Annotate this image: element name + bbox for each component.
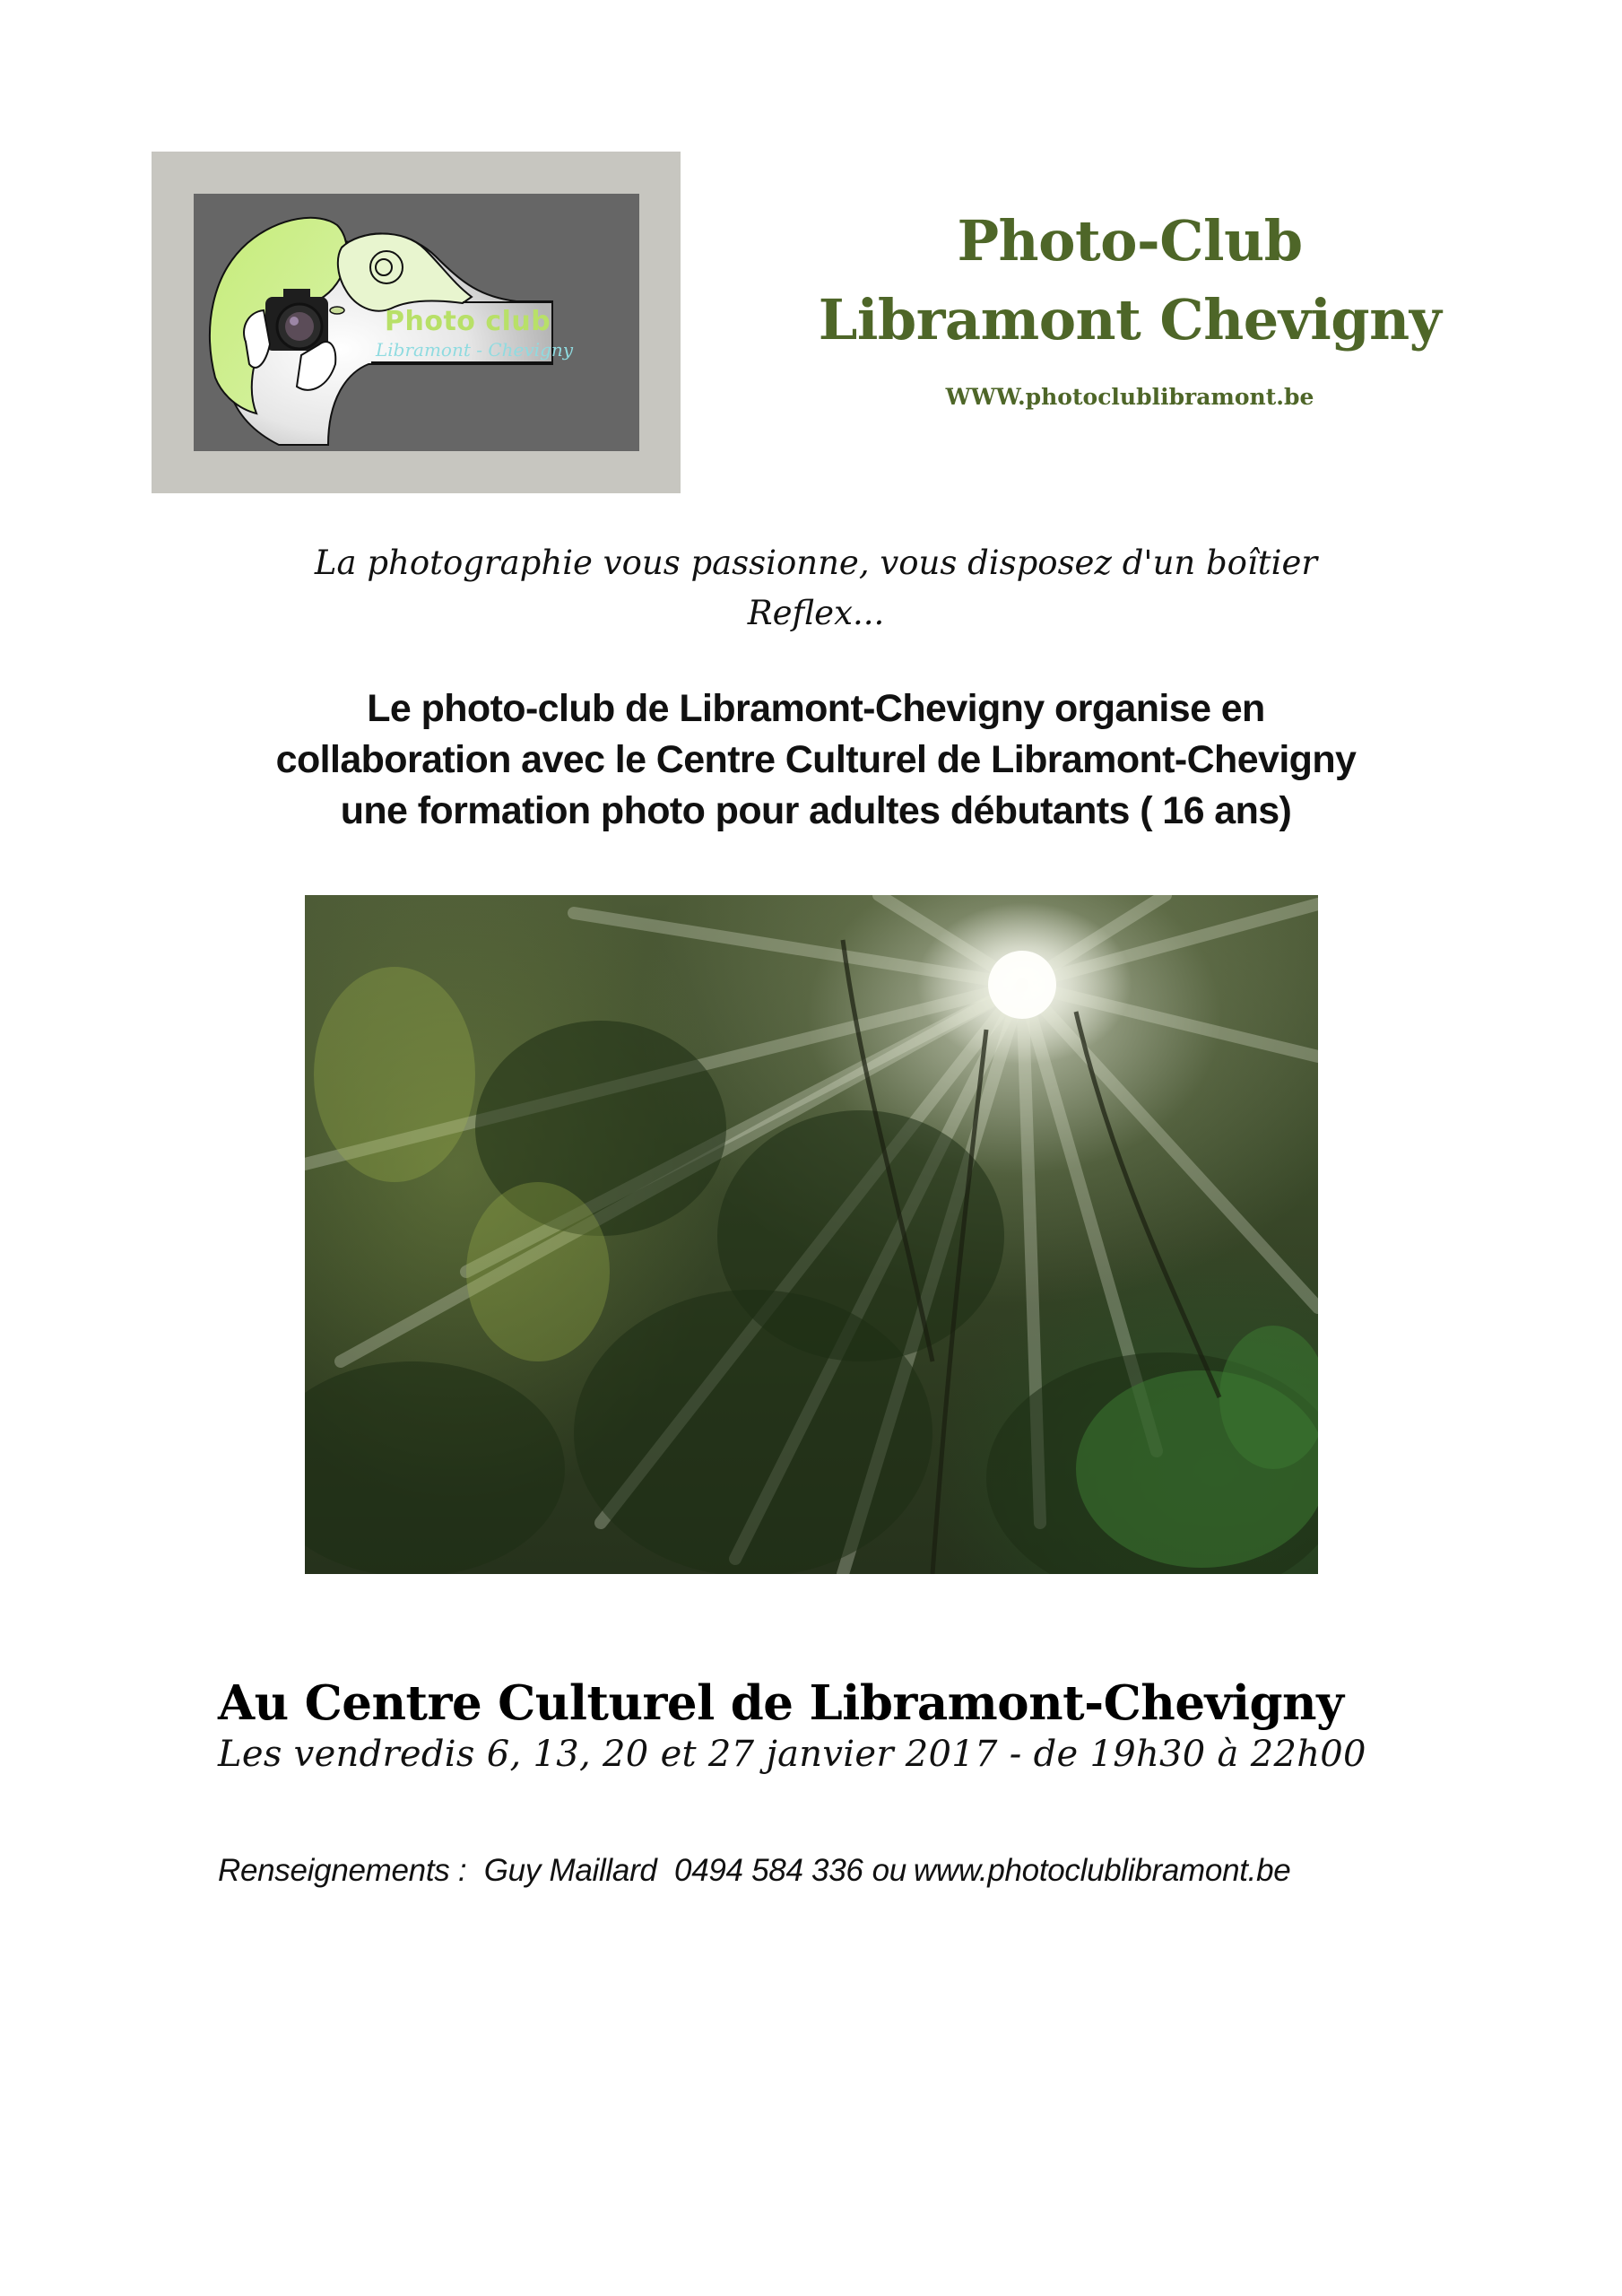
club-title-line1: Photo-Club	[957, 208, 1303, 274]
logo-panel	[194, 194, 639, 451]
event-dates: Les vendredis 6, 13, 20 et 27 janvier 2017 - de 19h30 à 22h00	[218, 1734, 1366, 1775]
lead-paragraph	[179, 683, 1453, 837]
club-title-line2: Libramont Chevigny	[818, 287, 1442, 352]
intro-line1: La photographie vous passionne, vous disposez d'un boîtier	[314, 544, 1318, 582]
sunrays-icon	[305, 895, 1318, 1574]
logo-subtitle: Libramont - Chevigny	[376, 339, 574, 361]
lead-line1: Le photo-club de Libramont-Chevigny organise en	[367, 687, 1265, 730]
club-logo	[152, 152, 681, 493]
contact-connector: ou	[872, 1853, 906, 1888]
logo-title: Photo club	[385, 306, 551, 337]
contact-info	[218, 1853, 1299, 1889]
intro-line2: Reflex...	[747, 594, 885, 632]
club-title	[753, 202, 1506, 360]
contact-phone[interactable]: 0494 584 336	[674, 1853, 863, 1888]
intro-text	[215, 538, 1417, 639]
lead-line2: collaboration avec le Centre Culturel de Libramont-Chevigny	[275, 738, 1357, 781]
club-website-link[interactable]: WWW.photoclublibramont.be	[945, 384, 1314, 410]
contact-website-link[interactable]: www.photoclublibramont.be	[913, 1853, 1291, 1888]
event-venue: Au Centre Culturel de Libramont-Chevigny	[218, 1675, 1344, 1731]
forest-photo	[305, 895, 1318, 1574]
lead-line3: une formation photo pour adultes débutants ( 16 ans)	[340, 789, 1292, 832]
contact-label: Renseignements :	[218, 1853, 467, 1888]
contact-name: Guy Maillard	[483, 1853, 657, 1888]
